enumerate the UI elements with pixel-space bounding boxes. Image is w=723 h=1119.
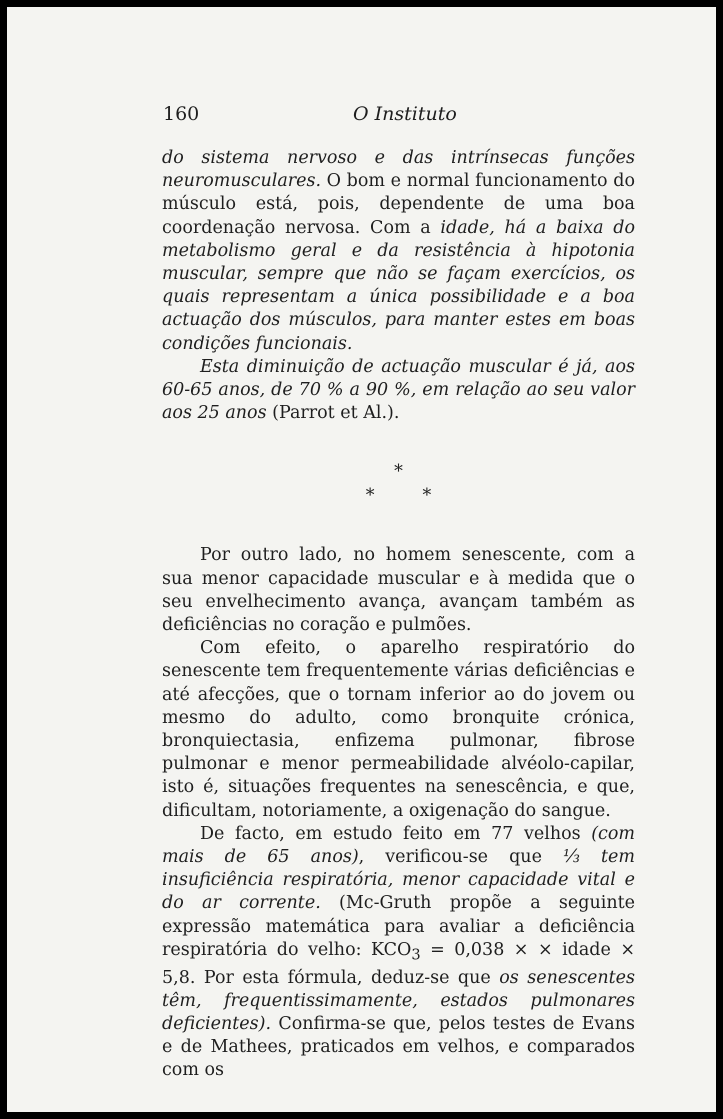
paragraph-5 [162, 823, 635, 1083]
p5-text-5: Confirma-se que, pelos testes de Evans e de Mathees, praticados em velhos, e comparados com os [162, 1014, 635, 1081]
body-text [162, 147, 635, 1083]
separator-star: * [422, 486, 432, 507]
p5-text-2: , verificou-se que [358, 847, 563, 868]
separator-star: * [394, 462, 403, 483]
separator-row-1 [162, 460, 635, 484]
p5-text-4: = 0,038 × × idade × 5,8. Por esta fórmula, deduz-se que [162, 939, 636, 988]
paragraph-1 [162, 147, 635, 356]
paragraph-1-italic-end: idade, há a baixa do metabolismo geral e da resistência à hipotonia muscular, sempre que não se façam exercícios, os quais representam a única possibilidade e a boa actuação dos músculos, para manter estes em boas condições funcionais. [162, 217, 635, 354]
page-number: 160 [163, 103, 200, 125]
paragraph-1-italic-start: do sistema nervoso e das intrínsecas funções neuromusculares. [162, 148, 635, 192]
section-separator [162, 460, 635, 508]
paragraph-2 [162, 356, 635, 426]
separator-star: * [365, 486, 375, 507]
p5-italic-2: ⅓ tem insuficiência respiratória, menor capacidade vital e do ar corrente. [162, 847, 635, 914]
paragraph-4: Com efeito, o aparelho respiratório do senescente tem frequentemente várias deficiências e até afecções, que o tornam inferior ao do jovem ou mesmo do adulto, como bronquite crónica, bronquiectasia, enfizema pulmonar, fibrose pulmonar e menor permeabilidade alvéolo-capilar, isto é, situações frequentes na senescência, e que, dificultam, notoriamente, a oxigenação do sangue. [162, 638, 635, 821]
p5-text-3: (Mc-Gruth propõe a seguinte expressão matemática para avaliar a deficiência respiratória do velho: KCO [162, 893, 635, 960]
p5-italic-3: os senescentes têm, frequentissimamente, estados pulmonares deficientes). [162, 967, 635, 1034]
paragraph-1-regular: O bom e normal funcionamento do músculo está, pois, dependente de uma boa coordenação nervosa. Com a [162, 171, 635, 238]
running-title: O Instituto [353, 103, 457, 125]
paragraph-2-citation: (Parrot et Al.). [266, 403, 400, 424]
p5-italic-1: (com mais de 65 anos) [162, 823, 635, 868]
paragraph-3: Por outro lado, no homem senescente, com a sua menor capacidade muscular e à medida que o seu envelhecimento avança, avançam também as deficiências no coração e pulmões. [162, 545, 635, 636]
separator-row-2 [162, 484, 635, 508]
scanned-page [7, 7, 716, 1112]
paragraph-2-italic: Esta diminuição de actuação muscular é já, aos 60-65 anos, de 70 % a 90 %, em relação ao seu valor aos 25 anos [162, 356, 635, 424]
p5-text-1: De facto, em estudo feito em 77 velhos [200, 823, 592, 844]
p5-subscript: 3 [411, 946, 421, 964]
